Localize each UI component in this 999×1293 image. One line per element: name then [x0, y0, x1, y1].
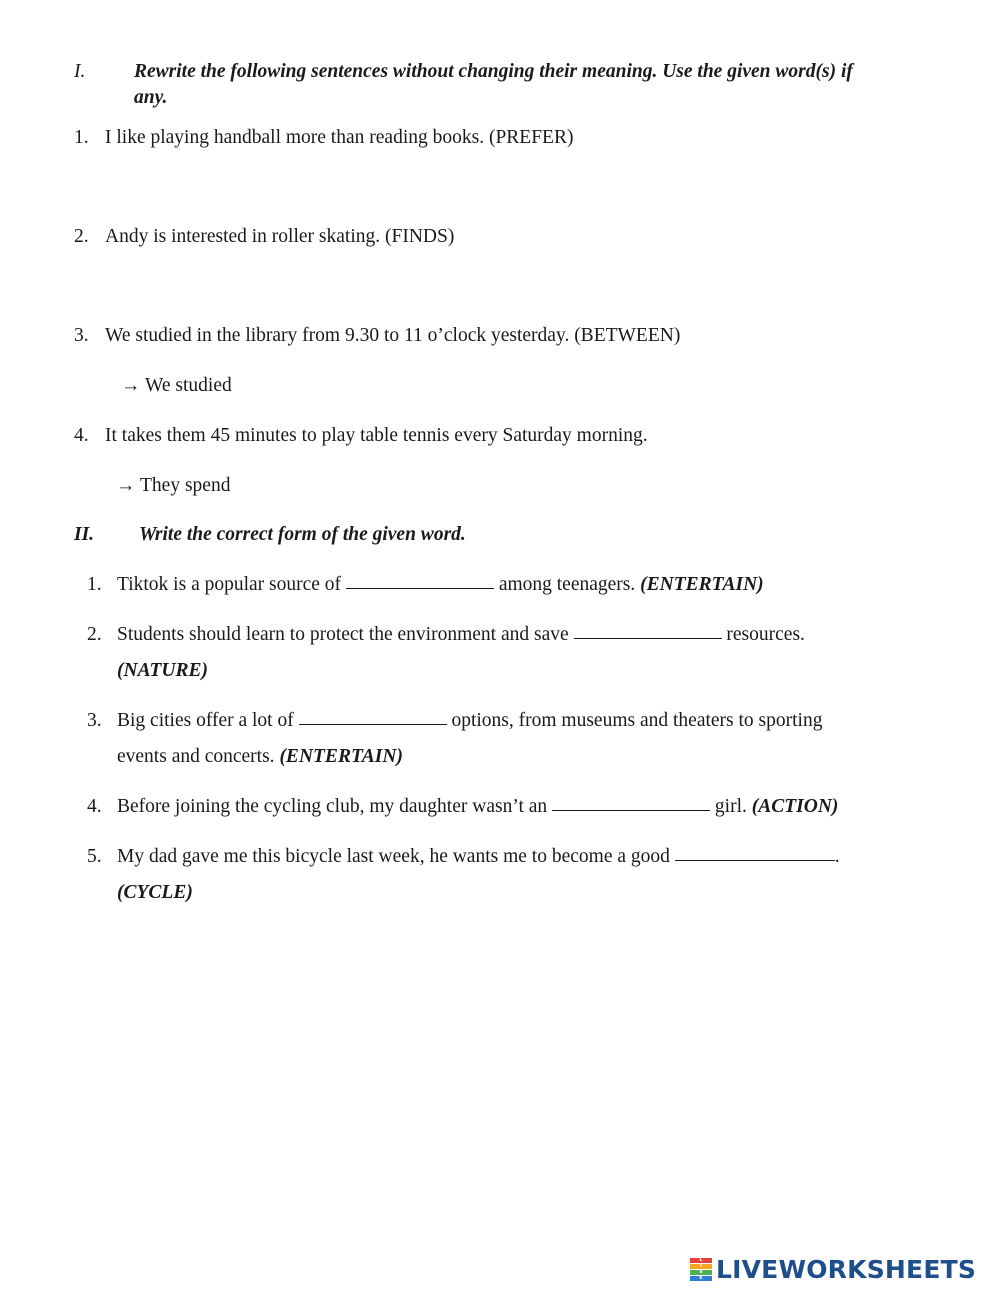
section-1-heading: Rewrite the following sentences without changing their meaning. Use the given word(s) if: [134, 61, 853, 82]
s2-item-4-before: Before joining the cycling club, my daughter wasn’t an: [117, 796, 553, 817]
s2-item-4-line: [117, 795, 838, 818]
liveworksheets-logo-mark-icon: [690, 1258, 712, 1281]
s2-item-5-line: [117, 845, 840, 868]
liveworksheets-logo-text: LIVEWORKSHEETS: [716, 1254, 977, 1284]
s1-item-4-text: It takes them 45 minutes to play table tennis every Saturday morning.: [105, 425, 648, 446]
s1-item-1-number: 1.: [74, 127, 89, 148]
s2-item-3-line: [117, 709, 822, 732]
s2-item-3-hint: (ENTERTAIN): [279, 746, 403, 767]
s2-item-1-number: 1.: [87, 574, 102, 595]
s2-item-4-blank[interactable]: [552, 809, 710, 811]
s1-item-3-text: We studied in the library from 9.30 to 11 o’clock yesterday. (BETWEEN): [105, 325, 681, 346]
s2-item-1-before: Tiktok is a popular source of: [117, 574, 346, 595]
s2-item-3-cont: events and concerts.: [117, 746, 280, 767]
logo-mark-letter-l: L: [690, 1258, 712, 1263]
s2-item-4-after: girl.: [710, 796, 752, 817]
s2-item-5-number: 5.: [87, 846, 102, 867]
s2-item-2-hint: (NATURE): [117, 660, 209, 681]
s2-item-4-hint: (ACTION): [751, 796, 839, 817]
s1-item-3-number: 3.: [74, 325, 89, 346]
s1-item-2-number: 2.: [74, 226, 89, 247]
s2-item-2-blank[interactable]: [574, 637, 722, 639]
s2-item-2-line: [117, 623, 805, 646]
s2-item-3-blank[interactable]: [299, 723, 447, 725]
s1-item-1-text: I like playing handball more than reading books. (PREFER): [105, 127, 574, 148]
s2-item-3-line-2: [117, 745, 403, 768]
s2-item-1-after: among teenagers.: [493, 574, 641, 595]
s1-item-4-number: 4.: [74, 425, 89, 446]
logo-mark-letter-v: V: [690, 1270, 712, 1275]
s2-item-5-blank[interactable]: [675, 859, 835, 861]
section-2-heading: Write the correct form of the given word.: [139, 524, 466, 545]
logo-mark-letter-e: E: [690, 1276, 712, 1281]
s2-item-2-number: 2.: [87, 624, 102, 645]
s2-item-4-number: 4.: [87, 796, 102, 817]
s2-item-5-before: My dad gave me this bicycle last week, he wants me to become a good: [117, 846, 675, 867]
logo-mark-letter-i: I: [690, 1264, 712, 1269]
s2-item-1-hint: (ENTERTAIN): [640, 574, 764, 595]
s2-item-2-before: Students should learn to protect the environment and save: [117, 624, 574, 645]
section-1-heading-cont: any.: [134, 87, 168, 108]
s2-item-3-after: options, from museums and theaters to sporting: [446, 710, 823, 731]
section-2-numeral: II.: [74, 524, 95, 545]
s2-item-1-blank[interactable]: [346, 587, 494, 589]
s1-item-2-text: Andy is interested in roller skating. (FINDS): [105, 226, 455, 247]
s1-item-3-answer-start[interactable]: → We studied: [121, 375, 232, 396]
s2-item-2-after: resources.: [721, 624, 805, 645]
s2-item-3-before: Big cities offer a lot of: [117, 710, 299, 731]
s1-item-4-answer-start[interactable]: → They spend: [116, 475, 231, 496]
s2-item-1-line: [117, 573, 764, 596]
s2-item-5-after: .: [834, 846, 840, 867]
s2-item-5-hint: (CYCLE): [117, 882, 193, 903]
section-1-numeral: I.: [74, 61, 86, 82]
s2-item-3-number: 3.: [87, 710, 102, 731]
liveworksheets-logo[interactable]: [690, 1254, 976, 1284]
